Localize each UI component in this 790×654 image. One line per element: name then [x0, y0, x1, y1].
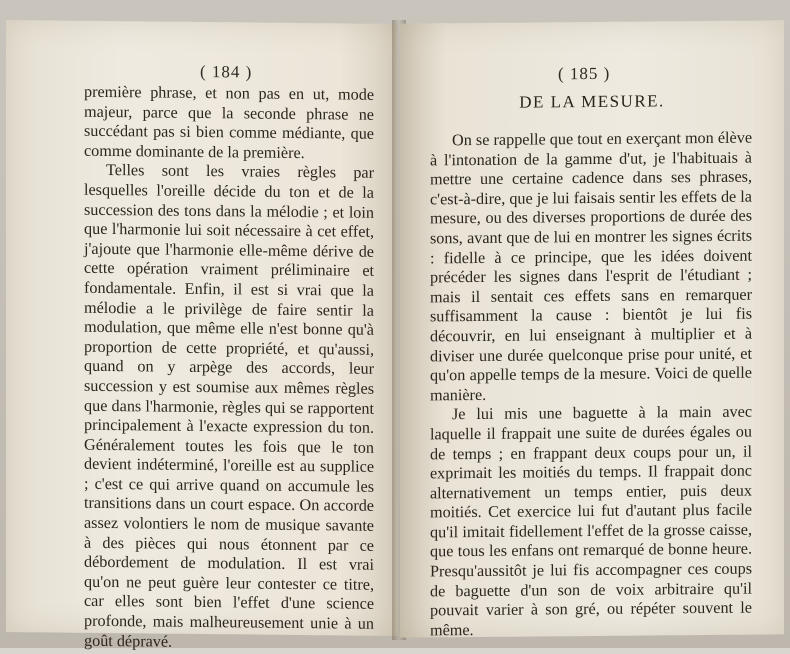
chapter-heading: DE LA MESURE.: [519, 91, 665, 112]
left-page: [6, 20, 398, 651]
right-page-number: ( 185 ): [558, 63, 611, 84]
right-paragraph-2: Je lui mis une baguette à la main avec laquelle il frappait une suite de durées égales ou de temps ; en frappant deux coups pour un, il exprimait les moitiés du temps. Il frappait donc alternativement un temps entier, puis deux moitiés. Cet exercice lui fut d'autant plus facile qu'il imitait fidellement l'effet de la grosse caisse, que tous les enfans ont remarqué de bonne heure. Presqu'aussitôt je lui fis accompagner ces coups de baguette d'un son de voix arbitraire qu'il pouvait varier à son gré, ou répéter souvent le même.: [430, 402, 752, 640]
left-paragraph-2: Telles sont les vraies règles par lesquelles l'oreille décide du ton et de la succession des tons dans la mélodie ; et loin que l'harmonie lui soit nécessaire à cet effet, j'ajoute que l'harmonie elle-même dérive de cette opération vraiment préliminaire et fondamentale. Enfin, il est si vrai que la mélodie a le privilège de faire sentir la modulation, que même elle n'est bonne qu'à proportion de cette propriété, et qu'aussi, quand on y arpège des accords, leur succession y est soumise aux mêmes règles que dans l'harmonie, règles qui se rapportent principalement à l'exacte expression du ton. Généralement toutes les fois que le ton devient indéterminé, l'oreille est au supplice ; c'est ce qui arrive quand on accumule les transitions dans un court espace. On accorde assez volontiers le nom de musique savante à des pièces qui nous étonnent par ce débordement de modulation. Il est vrai qu'on ne peut guère leur contester ce titre, car elles sont bien l'effet d'une science profonde, mais malheureusement unie à un goût dépravé.: [84, 161, 374, 651]
right-page: [400, 20, 784, 640]
right-paragraph-1: On se rappelle que tout en exerçant mon élève à l'intonation de la gamme d'ut, je l'habituais à mettre une certaine cadence dans ses phrases, c'est-à-dire, que je lui faisais sentir les effets de la mesure, ou des diverses proportions de durée des sons, avant que de lui en montrer les signes écrits : fidelle à ce principe, que les idées doivent précéder les signes dans l'esprit de l'étudiant ; mais il sentait ces effets sans en remarquer suffisamment la cause : bientôt je lui fis découvrir, en lui enseignant à multiplier et à diviser une durée quelconque prise pour unité, et qu'on appelle temps de la mesure. Voici de quelle manière.: [430, 128, 752, 405]
left-page-text: [84, 83, 374, 654]
left-page-number: ( 184 ): [200, 61, 253, 82]
right-page-text: [430, 129, 752, 641]
left-paragraph-1: première phrase, et non pas en ut, mode majeur, parce que la seconde phrase ne succédant pas si bien comme médiante, que comme dominante de la première.: [84, 82, 374, 162]
